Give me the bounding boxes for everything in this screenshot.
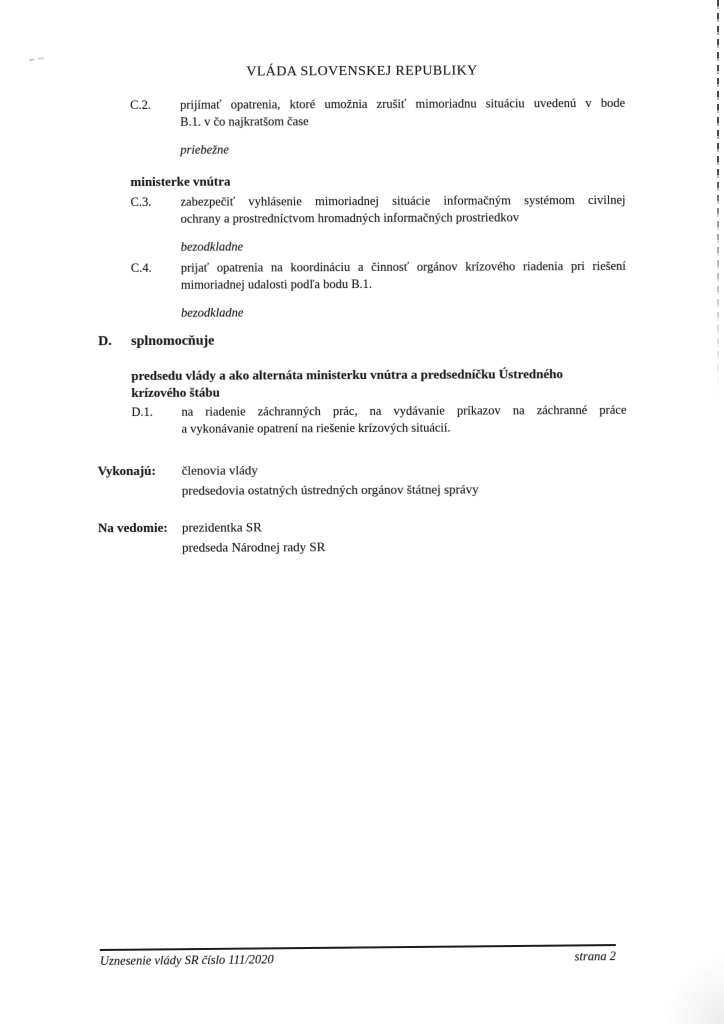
task-c4-line1: prijať opatrenia na koordináciu a činnosť orgánov krízového riadenia pri riešení [180, 258, 626, 275]
na-vedomie-label: Na vedomie: [97, 519, 168, 536]
task-item-c3 [130, 191, 724, 228]
distribution-na-vedomie [98, 515, 724, 558]
section-d-letter: D. [98, 334, 112, 350]
na-vedomie-values [182, 517, 326, 558]
vykonaju-line2: predsedovia ostatných ústredných orgánov štátnej správy [181, 481, 479, 498]
distribution-vykonaju [98, 458, 724, 501]
footer-text-row [100, 948, 616, 969]
task-c2-line1: prijímať opatrenia, ktoré umožnia zrušiť mimoriadnu situáciu uvedenú v bode [180, 95, 626, 112]
task-c2-line2: B.1. v čo najkratšom čase [180, 114, 309, 129]
section-d-addressee-line1: predsedu vlády a ako alternáta ministerku vnútra a predsedníčku Ústredného [131, 366, 563, 384]
scan-corner-shade-artifact [664, 954, 724, 1024]
task-c3-line2: ochrany a prostredníctvom hromadných informačných prostriedkov [180, 210, 520, 226]
task-c3-line1: zabezpečiť vyhlásenie mimoriadnej situácie informačným systémom civilnej [180, 192, 626, 209]
task-item-d1 [131, 401, 724, 438]
task-c2-deadline: priebežne [180, 142, 229, 157]
task-c4-line2: mimoriadnej udalosti podľa bodu B.1. [180, 276, 373, 292]
addressee-minister-interior: ministerke vnútra [130, 173, 231, 190]
task-item-c2 [130, 94, 724, 131]
task-c2-text [180, 95, 625, 131]
section-d-addressee-line2: krízového štábu [131, 384, 220, 401]
footer-page-number: strana 2 [574, 949, 616, 964]
task-d1-label: D.1. [131, 404, 154, 420]
page-title: VLÁDA SLOVENSKEJ REPUBLIKY [246, 63, 478, 80]
task-d1-line2: a vykonávanie opatrení na riešenie krízových situácií. [181, 420, 451, 436]
task-d1-text [181, 402, 626, 438]
vykonaju-values [182, 459, 479, 500]
section-d-addressee [131, 365, 611, 401]
footer-document-number: Uznesenie vlády SR číslo 111/2020 [99, 952, 274, 969]
task-c4-label: C.4. [130, 260, 152, 276]
task-c3-text [180, 192, 625, 228]
section-d-title: splnomocňuje [131, 333, 215, 350]
section-d-heading [98, 330, 724, 351]
task-item-c4 [131, 257, 724, 294]
task-c4-deadline: bezodkladne [180, 305, 244, 320]
page-footer [100, 944, 616, 969]
task-c2-label: C.2. [130, 97, 151, 113]
task-c3-label: C.3. [130, 194, 152, 210]
na-vedomie-line1: prezidentka SR [181, 519, 262, 535]
vykonaju-line1: členovia vlády [181, 462, 258, 478]
task-c4-text [181, 258, 626, 294]
task-c3-deadline: bezodkladne [180, 239, 244, 254]
na-vedomie-line2: predseda Národnej rady SR [182, 539, 326, 555]
vykonaju-label: Vykonajú: [97, 462, 156, 479]
task-d1-line1: na riadenie záchranných prác, na vydávanie príkazov na záchranné práce [181, 402, 627, 419]
